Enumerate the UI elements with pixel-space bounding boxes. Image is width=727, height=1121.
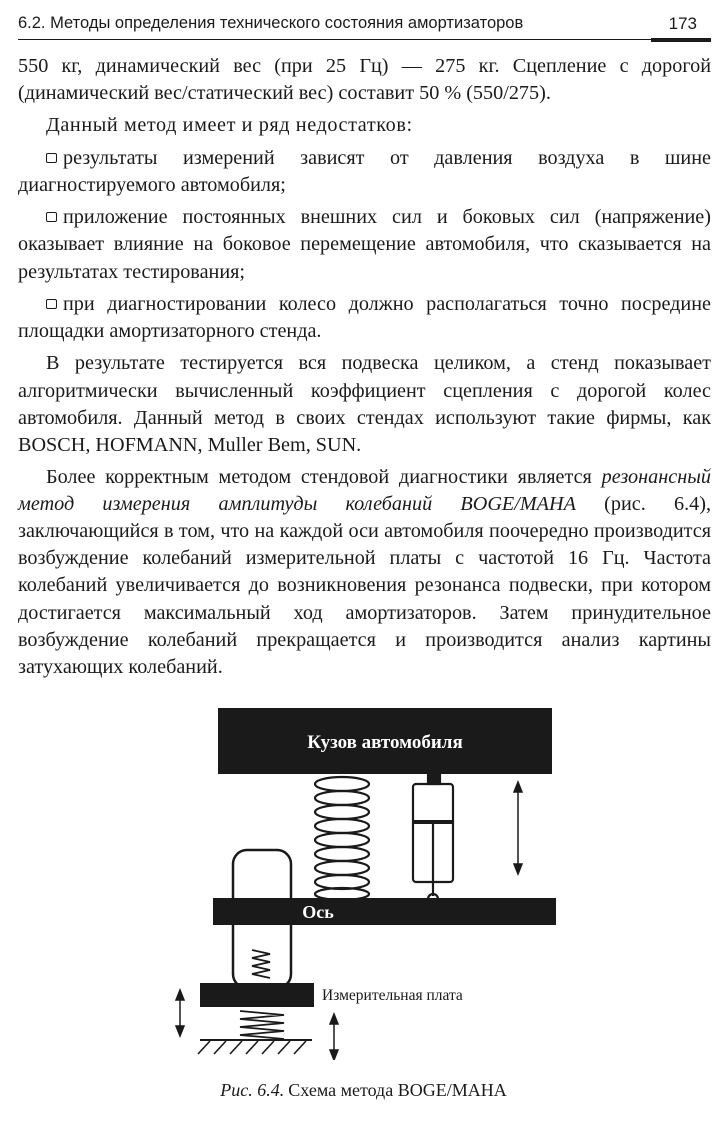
body-motion-arrow-icon (514, 782, 522, 874)
list-item: приложение постоянных внешних сил и боковых сил (напряжение) оказывает влияние на боковое перемещение автомобиля, что сказывается на результатах тестирования; (18, 206, 711, 283)
list-item: при диагностировании колесо должно располагаться точно посредине площадки амортизаторного стенда. (18, 292, 711, 343)
figure-number: Рис. 6.4. (220, 1080, 285, 1100)
checkbox-bullet-icon (46, 299, 57, 309)
excitation-arrow-icon (330, 1014, 338, 1060)
list-item: результаты измерений зависят от давления воздуха в шине диагностируемого автомобиля; (18, 146, 711, 196)
section-title: 6.2. Методы определения технического состояния амортизаторов (18, 14, 524, 32)
car-body-label: Кузов автомобиля (307, 732, 463, 753)
measuring-plate-label: Измерительная плата (322, 987, 463, 1004)
figure-boge-maha-diagram (0, 700, 727, 1060)
ground-hatching (198, 1040, 312, 1054)
checkbox-bullet-icon (46, 153, 57, 163)
plate-spring (240, 1011, 284, 1039)
method-name: резонансный метод измерения амплитуды колебаний BOGE/MAHA (18, 466, 711, 516)
figure-caption-text: Схема метода BOGE/MAHA (288, 1080, 507, 1100)
checkbox-bullet-icon (46, 212, 57, 222)
running-head (18, 8, 711, 44)
plate-motion-arrow-icon (176, 990, 184, 1036)
axle-label: Ось (302, 902, 334, 922)
page-number: 173 (668, 14, 697, 33)
paragraph-resonance-method: Более корректным методом стендовой диагностики является резонансный метод измерения амплитуды колебаний BOGE/MAHA (рис. 6.4), заключающийся в том, что на каждой оси автомобиля поочередно производится возбуждение колебаний измерительной платы с частотой 16 Гц. Частота колебаний увеличивается до возникновения резонанса подвески, при котором достигается максимальный ход амортизаторов. Затем принудительное возбуждение колебаний прекращается и производится анализ картины затухающих колебаний. (18, 466, 711, 678)
measuring-plate (200, 983, 314, 1007)
shock-absorber (413, 774, 453, 904)
body-text (18, 53, 711, 686)
paragraph-result: В результате тестируется вся подвеска целиком, а стенд показывает алгоритмически вычисленный коэффициент сцепления с дорогой колес автомобиля. Данный метод в своих стендах используют такие фирмы, как BOSCH, HOFMANN, Muller Bem, SUN. (18, 352, 711, 456)
header-rule-accent (651, 38, 711, 42)
figure-caption (0, 1080, 727, 1101)
axle-bar (213, 898, 556, 925)
paragraph-continuation: 550 кг, динамический вес (при 25 Гц) — 275 кг. Сцепление с дорогой (динамический вес/статический вес) составит 50 % (550/275). (18, 55, 711, 105)
coil-spring (315, 777, 369, 900)
paragraph-drawbacks-intro: Данный метод имеет и ряд недостатков: (46, 114, 413, 137)
header-rule (18, 39, 711, 40)
